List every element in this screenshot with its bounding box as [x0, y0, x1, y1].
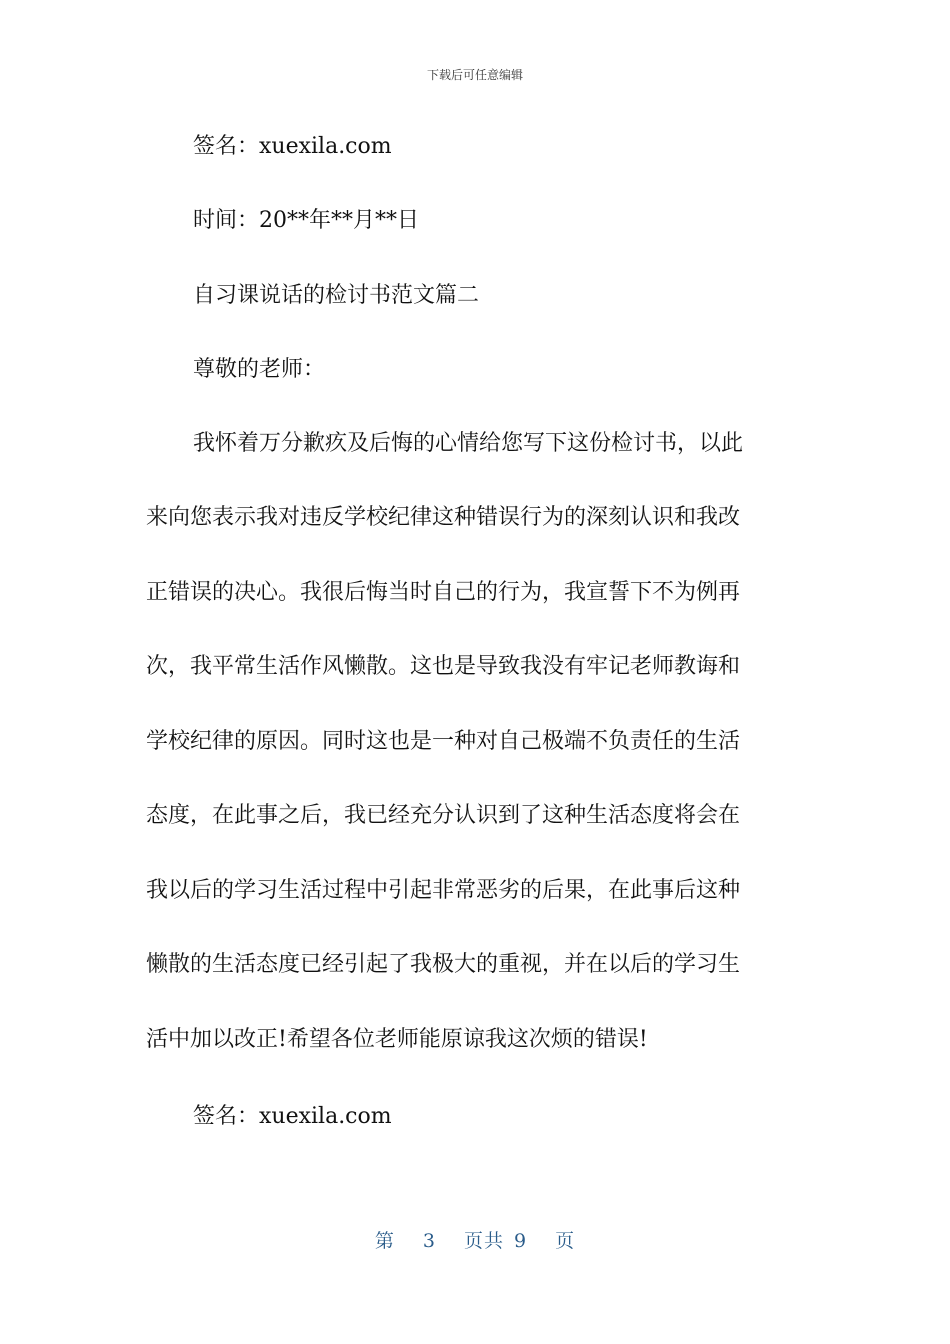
body-line: 正错误的决心。我很后悔当时自己的行为，我宣誓下不为例再	[146, 580, 741, 605]
header-note: 下载后可任意编辑	[426, 68, 523, 82]
body-line: 我以后的学习生活过程中引起非常恶劣的后果，在此事后这种	[146, 878, 741, 903]
body-line: 次，我平常生活作风懒散。这也是导致我没有牢记老师教诲和	[146, 654, 741, 679]
signature-line: 签名：xuexila.com	[193, 1104, 392, 1129]
page-prefix: 第	[374, 1230, 395, 1252]
body-line: 活中加以改正!希望各位老师能原谅我这次烦的错误!	[146, 1027, 648, 1052]
page-suffix: 页	[555, 1230, 576, 1252]
body-line: 懒散的生活态度已经引起了我极大的重视，并在以后的学习生	[146, 952, 741, 977]
page-mid-text: 页共	[463, 1230, 504, 1252]
body-line: 来向您表示我对违反学校纪律这种错误行为的深刻认识和我改	[146, 505, 741, 530]
signature-line: 签名：xuexila.com	[193, 134, 392, 159]
total-pages-number: 9	[514, 1230, 528, 1252]
body-line: 学校纪律的原因。同时这也是一种对自己极端不负责任的生活	[146, 729, 741, 754]
section-title: 自习课说话的检讨书范文篇二	[193, 283, 480, 308]
time-line: 时间：20**年**月**日	[193, 208, 419, 233]
body-line: 态度，在此事之后，我已经充分认识到了这种生活态度将会在	[146, 803, 741, 828]
body-line: 我怀着万分歉疚及后悔的心情给您写下这份检讨书，以此	[193, 431, 744, 456]
salutation: 尊敬的老师：	[193, 357, 326, 382]
current-page-number: 3	[422, 1230, 436, 1252]
page-number-footer	[0, 1226, 950, 1253]
